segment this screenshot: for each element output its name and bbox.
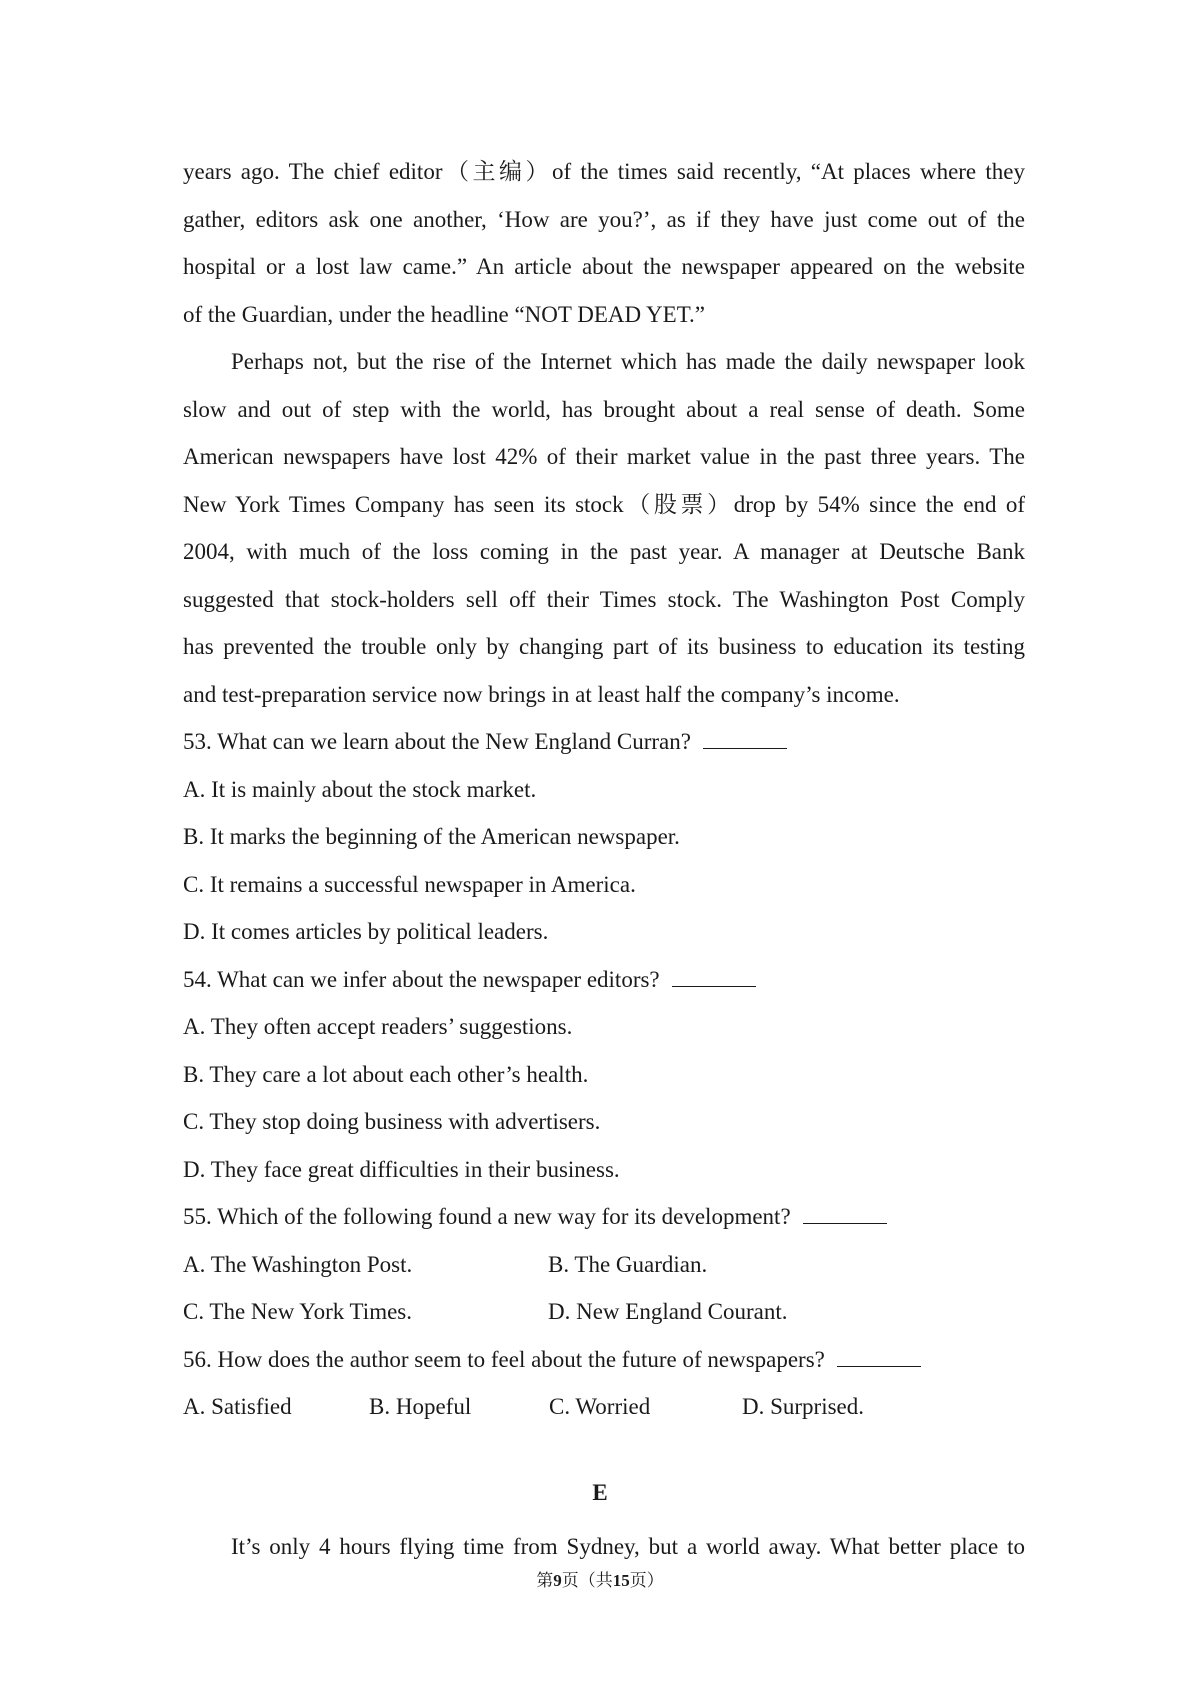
text-line: Perhaps not, but the rise of the Internet which has made the daily newspaper look	[231, 349, 1025, 374]
answer-blank	[837, 1344, 921, 1367]
paragraph-2	[183, 338, 1025, 718]
section-title: E	[592, 1480, 608, 1505]
option-row	[183, 1383, 1025, 1431]
option-b: B. It marks the beginning of the American newspaper.	[183, 824, 680, 849]
text-line: American newspapers have lost 42% of their market value in the past three years. The	[183, 444, 1025, 469]
option-b: B. The Guardian.	[548, 1251, 708, 1277]
text-line: suggested that stock-holders sell off their Times stock. The Washington Post Comply	[183, 586, 1025, 612]
text-line: years ago. The chief editor（主编）of the times said recently, “At places where they	[183, 159, 1025, 184]
option-c: C. They stop doing business with advertisers.	[183, 1109, 601, 1134]
option-row	[183, 1288, 1025, 1336]
paragraph-1	[183, 148, 1025, 338]
page-number: 9	[553, 1571, 562, 1590]
text-line: New York Times Company has seen its stock（股票）drop by 54% since the end of	[183, 491, 1025, 517]
question-54	[183, 956, 1025, 1194]
question-53	[183, 718, 1025, 956]
section-first-line: It’s only 4 hours flying time from Sydney, but a world away. What better place to	[231, 1534, 1025, 1559]
footer-prefix: 第	[536, 1571, 554, 1590]
question-stem: 54. What can we infer about the newspaper editors?	[183, 966, 660, 992]
option-c: C. It remains a successful newspaper in America.	[183, 871, 636, 897]
answer-blank	[803, 1201, 887, 1224]
answer-blank	[672, 964, 756, 987]
option-d: D. New England Courant.	[548, 1299, 788, 1324]
option-b: B. They care a lot about each other’s health.	[183, 1061, 589, 1087]
page-total: 15	[612, 1571, 630, 1590]
question-stem: 56. How does the author seem to feel about the future of newspapers?	[183, 1346, 825, 1372]
text-line: and test-preparation service now brings in at least half the company’s income.	[183, 681, 900, 707]
option-d: D. It comes articles by political leaders.	[183, 919, 549, 944]
text-line: hospital or a lost law came.” An article about the newspaper appeared on the website	[183, 254, 1025, 279]
answer-blank	[703, 726, 787, 749]
page-footer	[0, 1566, 1200, 1591]
option-b: B. Hopeful	[369, 1394, 472, 1419]
footer-middle: 页（共	[561, 1571, 613, 1590]
option-a: A. It is mainly about the stock market.	[183, 776, 537, 802]
option-c: C. The New York Times.	[183, 1299, 412, 1324]
question-55	[183, 1193, 1025, 1336]
text-line: 2004, with much of the loss coming in the past year. A manager at Deutsche Bank	[183, 539, 1025, 564]
question-stem: 53. What can we learn about the New England Curran?	[183, 729, 691, 754]
option-row	[183, 1241, 1025, 1289]
option-c: C. Worried	[549, 1394, 651, 1419]
text-line: of the Guardian, under the headline “NOT DEAD YET.”	[183, 301, 706, 327]
option-a: A. Satisfied	[183, 1394, 292, 1419]
option-d: D. They face great difficulties in their business.	[183, 1156, 620, 1182]
option-d: D. Surprised.	[742, 1394, 865, 1419]
text-line: slow and out of step with the world, has brought about a real sense of death. Some	[183, 396, 1025, 422]
option-a: A. The Washington Post.	[183, 1251, 413, 1277]
footer-suffix: 页）	[629, 1571, 664, 1590]
passage-content	[183, 148, 1025, 1431]
option-a: A. They often accept readers’ suggestions.	[183, 1014, 573, 1039]
question-stem: 55. Which of the following found a new way for its development?	[183, 1204, 791, 1229]
question-56	[183, 1336, 1025, 1431]
text-line: has prevented the trouble only by changing part of its business to education its testing	[183, 634, 1025, 659]
text-line: gather, editors ask one another, ‘How are you?’, as if they have just come out of the	[183, 206, 1025, 232]
